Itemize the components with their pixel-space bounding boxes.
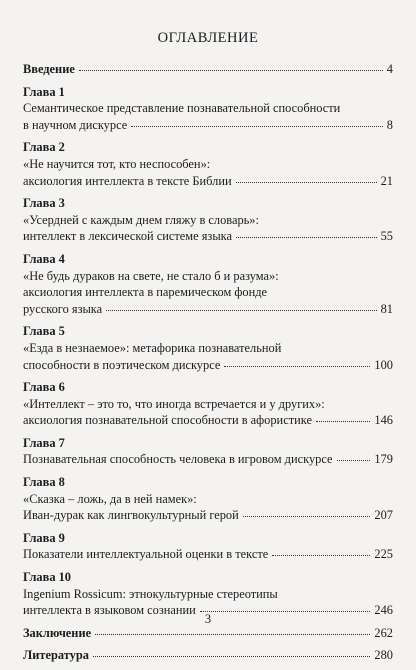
toc-entry-chapter bbox=[23, 139, 393, 189]
toc-entry-conclusion bbox=[23, 625, 393, 642]
chapter-title-line: «Интеллект – это то, что иногда встречается и у других»: bbox=[23, 396, 325, 411]
chapter-heading: Глава 9 bbox=[23, 530, 65, 545]
chapter-title-line: аксиология познавательной способности в афористике bbox=[23, 413, 312, 428]
chapter-title-line: Познавательная способность человека в игровом дискурсе bbox=[23, 452, 333, 467]
chapter-title-line: Семантическое представление познавательной способности bbox=[23, 101, 341, 116]
page-title: ОГЛАВЛЕНИЕ bbox=[157, 30, 259, 46]
table-of-contents bbox=[23, 61, 393, 670]
chapter-page: 81 bbox=[380, 301, 393, 316]
dot-leader bbox=[337, 460, 371, 461]
chapter-title-line: способности в поэтическом дискурсе bbox=[23, 357, 221, 372]
dot-leader bbox=[316, 421, 370, 422]
chapter-heading: Глава 10 bbox=[23, 570, 72, 585]
page-number: 3 bbox=[204, 612, 212, 626]
toc-entry-chapter bbox=[23, 474, 393, 524]
chapter-title-line: «Сказка – ложь, да в ней намек»: bbox=[23, 491, 197, 506]
toc-entry-chapter bbox=[23, 84, 393, 134]
chapter-title-line: «Усердней с каждым днем гляжу в словарь»: bbox=[23, 212, 259, 227]
dot-leader bbox=[224, 366, 370, 367]
chapter-list bbox=[23, 84, 393, 619]
chapter-heading: Глава 8 bbox=[23, 475, 65, 490]
chapter-heading: Глава 7 bbox=[23, 435, 65, 450]
dot-leader bbox=[79, 70, 383, 71]
dot-leader bbox=[243, 516, 371, 517]
chapter-page: 55 bbox=[380, 229, 393, 244]
toc-entry-chapter bbox=[23, 530, 393, 563]
dot-leader bbox=[131, 126, 383, 127]
chapter-page: 225 bbox=[374, 547, 393, 562]
chapter-title-line: аксиология интеллекта в паремическом фонде bbox=[23, 285, 268, 300]
chapter-page: 179 bbox=[374, 452, 393, 467]
dot-leader bbox=[93, 656, 370, 657]
chapter-heading: Глава 6 bbox=[23, 380, 65, 395]
chapter-title-line: русского языка bbox=[23, 301, 103, 316]
conclusion-page: 262 bbox=[374, 625, 393, 640]
toc-entry-chapter bbox=[23, 251, 393, 317]
chapter-title-line: «Езда в незнаемое»: метафорика познавательной bbox=[23, 340, 282, 355]
chapter-heading: Глава 3 bbox=[23, 196, 65, 211]
toc-entry-chapter bbox=[23, 379, 393, 429]
chapter-title-line: «Не будь дураков на свете, не стало б и разума»: bbox=[23, 268, 279, 283]
dot-leader bbox=[106, 310, 376, 311]
literature-label: Литература bbox=[23, 648, 89, 663]
chapter-title-line: интеллект в лексической системе языка bbox=[23, 229, 232, 244]
chapter-page: 21 bbox=[380, 173, 393, 188]
dot-leader bbox=[95, 634, 370, 635]
chapter-page: 146 bbox=[374, 413, 393, 428]
dot-leader bbox=[236, 182, 377, 183]
chapter-title-line: интеллекта в языковом сознании bbox=[23, 603, 196, 618]
intro-label: Введение bbox=[23, 62, 75, 76]
toc-entry-chapter bbox=[23, 195, 393, 245]
chapter-title-line: в научном дискурсе bbox=[23, 117, 128, 132]
chapter-page: 100 bbox=[374, 357, 393, 372]
intro-page: 4 bbox=[386, 62, 393, 76]
literature-page: 280 bbox=[374, 648, 393, 663]
toc-entry-chapter bbox=[23, 323, 393, 373]
chapter-heading: Глава 2 bbox=[23, 140, 65, 155]
chapter-title-line: Ingenium Rossicum: этнокультурные стереотипы bbox=[23, 586, 278, 601]
toc-entry-chapter bbox=[23, 435, 393, 468]
chapter-page: 207 bbox=[374, 508, 393, 523]
toc-entry-intro bbox=[23, 61, 393, 78]
chapter-title-line: аксиология интеллекта в тексте Библии bbox=[23, 173, 232, 188]
chapter-page: 8 bbox=[386, 117, 393, 132]
chapter-heading: Глава 4 bbox=[23, 251, 65, 266]
dot-leader bbox=[236, 237, 377, 238]
chapter-heading: Глава 5 bbox=[23, 324, 65, 339]
chapter-page: 246 bbox=[374, 603, 393, 618]
toc-entry-literature bbox=[23, 647, 393, 664]
chapter-title-line: Показатели интеллектуальной оценки в тексте bbox=[23, 547, 269, 562]
chapter-heading: Глава 1 bbox=[23, 84, 65, 99]
chapter-title-line: Иван-дурак как лингвокультурный герой bbox=[23, 508, 239, 523]
conclusion-label: Заключение bbox=[23, 625, 92, 640]
dot-leader bbox=[272, 555, 370, 556]
chapter-title-line: «Не научится тот, кто неспособен»: bbox=[23, 156, 211, 171]
